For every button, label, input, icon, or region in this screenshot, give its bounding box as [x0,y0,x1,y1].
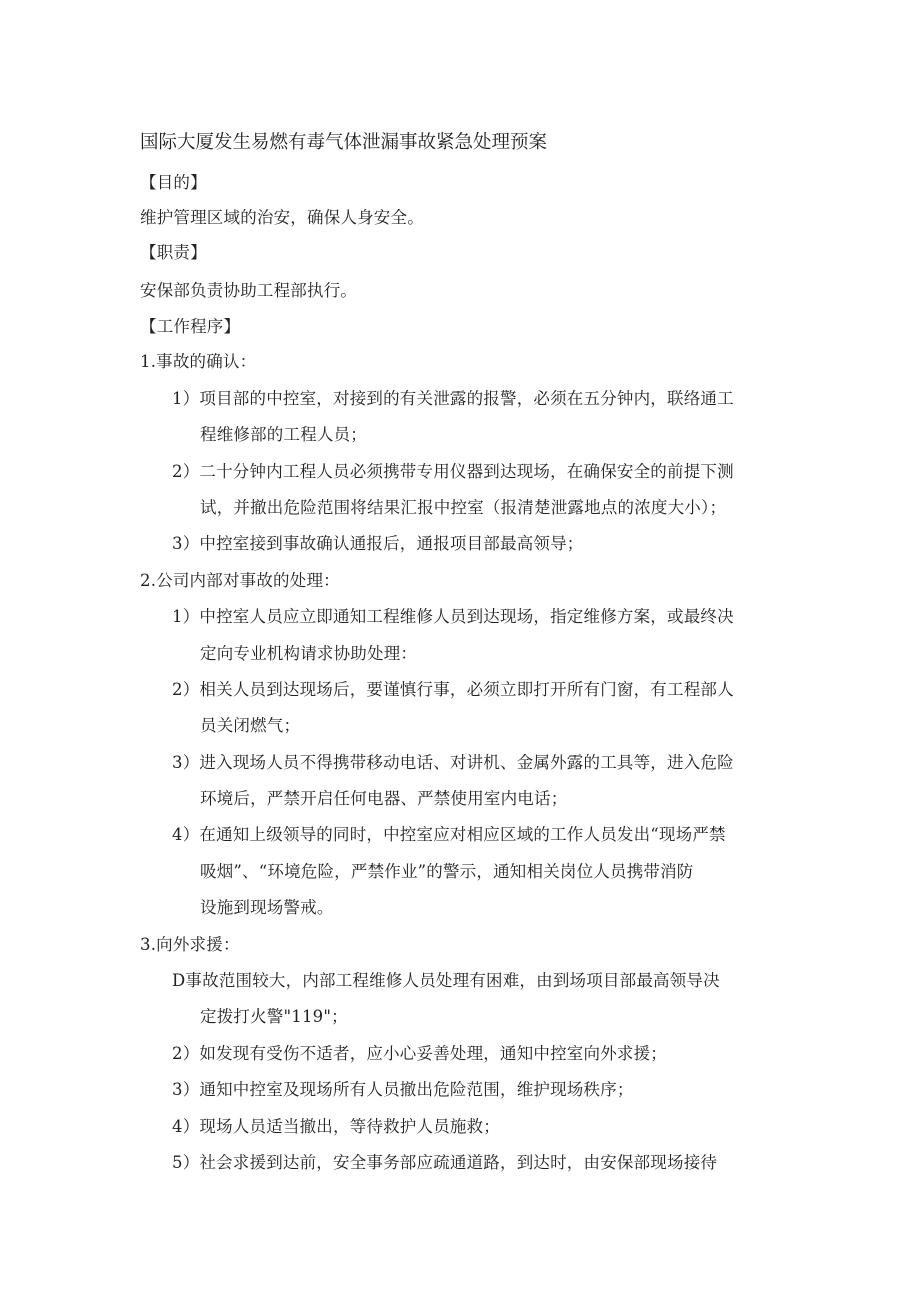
duty-text: 安保部负责协助工程部执行。 [140,281,358,300]
list-item: 3）通知中控室及现场所有人员撤出危险范围，维护现场秩序； [172,1080,634,1099]
list-item: 2）相关人员到达现场后，要谨慎行事，必须立即打开所有门窗，有工程部人 [172,680,734,699]
list-item: 4）现场人员适当撤出，等待救护人员施救； [172,1117,500,1136]
list-item: 3）中控室接到事故确认通报后，通报项目部最高领导； [172,534,584,553]
section-title: 3.向外求援： [140,935,240,954]
procedure-heading: 【工作程序】 [140,317,241,336]
list-item: 4）在通知上级领导的同时，中控室应对相应区域的工作人员发出“现场严禁 [172,825,726,844]
list-item: 1）中控室人员应立即通知工程维修人员到达现场，指定维修方案，或最终决 [172,607,734,626]
list-item-continuation: 试，并撤出危险范围将结果汇报中控室（报清楚泄露地点的浓度大小）； [200,498,727,517]
purpose-text: 维护管理区域的治安，确保人身安全。 [140,208,424,227]
list-item: 2）二十分钟内工程人员必须携带专用仪器到达现场，在确保安全的前提下测 [172,462,734,481]
list-item-continuation: 吸烟”、“环境危险，严禁作业”的警示，通知相关岗位人员携带消防 [200,862,694,881]
list-item-continuation: 定向专业机构请求协助处理： [200,644,418,663]
list-item: 1）项目部的中控室，对接到的有关泄露的报警，必须在五分钟内，联络通工 [172,389,734,408]
list-item-continuation: 环境后，严禁开启任何电器、严禁使用室内电话； [200,789,568,808]
list-item-continuation: 程维修部的工程人员； [200,425,367,444]
duty-heading: 【职责】 [140,243,207,262]
purpose-heading: 【目的】 [140,173,207,192]
list-item: D事故范围较大，内部工程维修人员处理有困难，由到场项目部最高领导决 [172,971,720,990]
list-item: 2）如发现有受伤不适者，应小心妥善处理，通知中控室向外求援； [172,1044,667,1063]
list-item-continuation: 定拨打火警"119"； [200,1007,348,1026]
list-item: 3）进入现场人员不得携带移动电话、对讲机、金属外露的工具等，进入危险 [172,753,734,772]
section-title: 2.公司内部对事故的处理： [140,571,340,590]
section-title: 1.事故的确认： [140,352,257,371]
list-item-continuation: 员关闭燃气； [200,716,301,735]
list-item: 5）社会求援到达前，安全事务部应疏通道路，到达时，由安保部现场接待 [172,1153,718,1172]
list-item-continuation: 设施到现场警戒。 [200,898,334,917]
document-title: 国际大厦发生易燃有毒气体泄漏事故紧急处理预案 [140,132,548,153]
